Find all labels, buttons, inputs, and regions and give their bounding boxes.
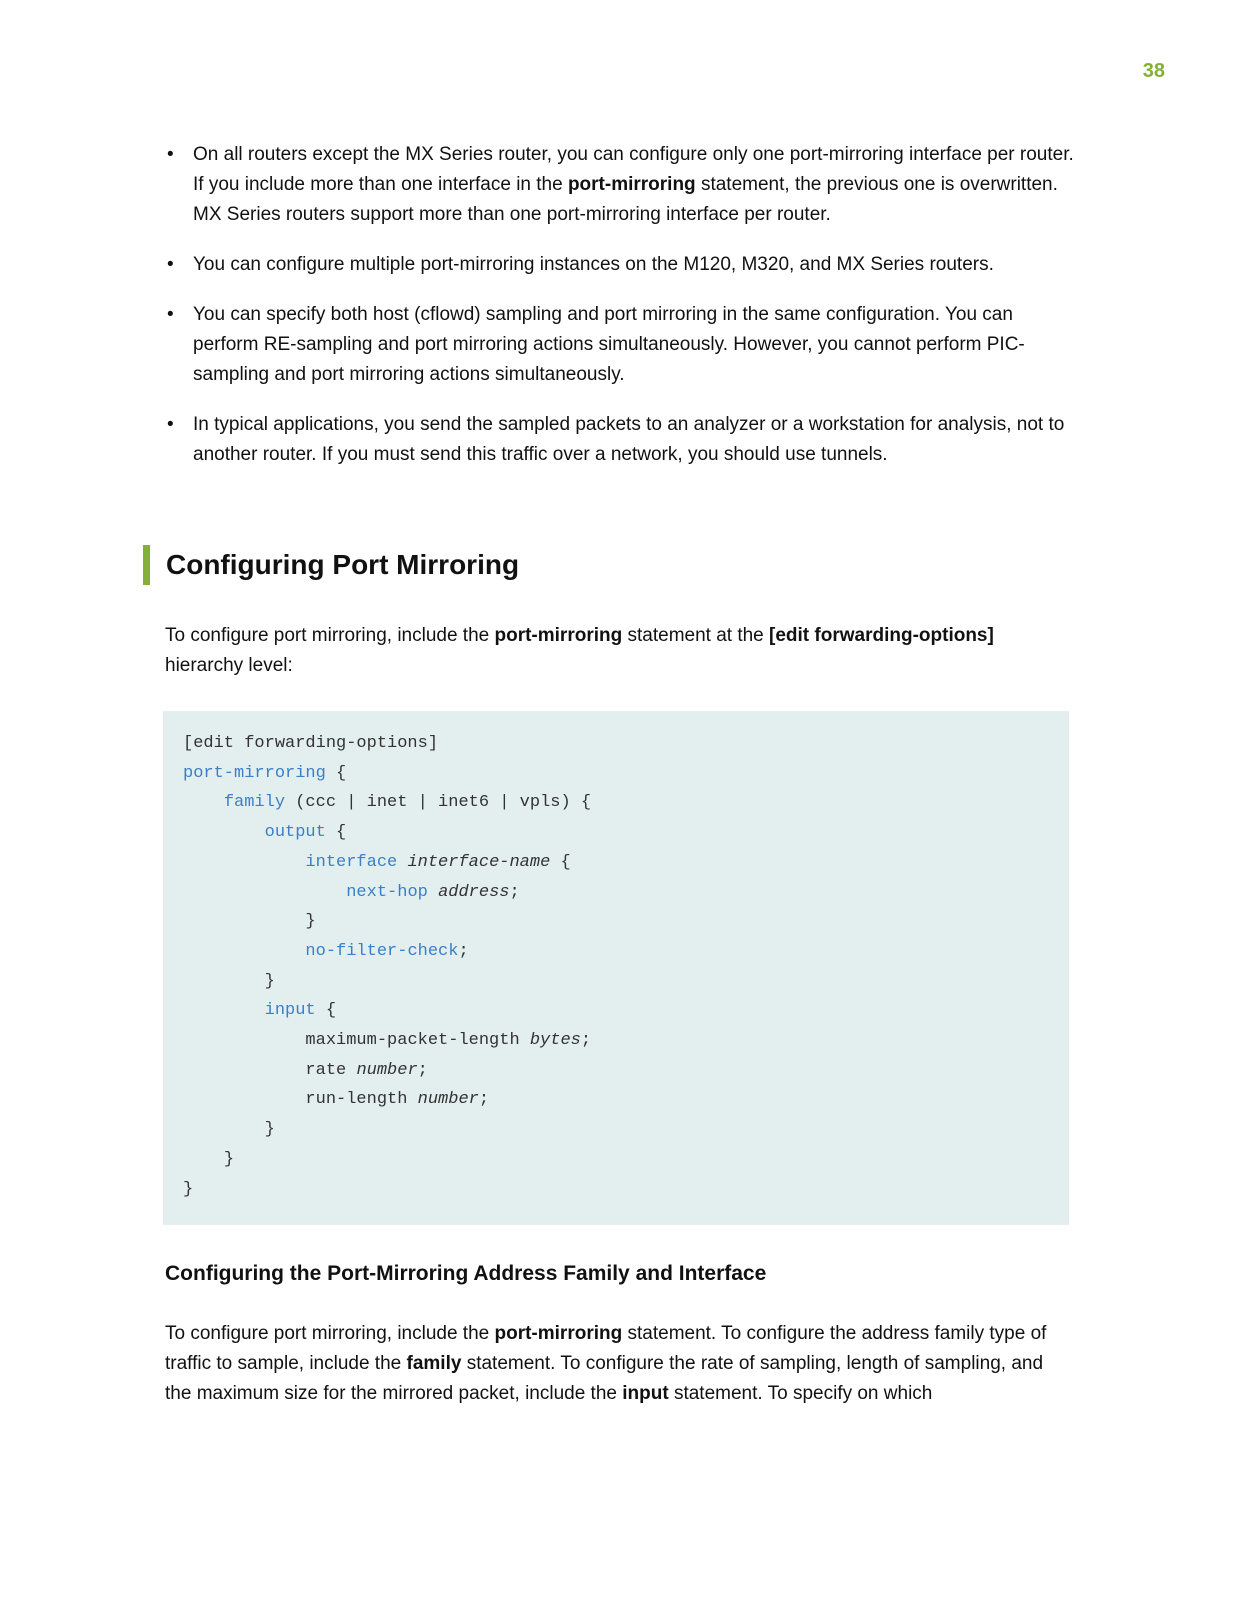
bullet-icon: •: [167, 414, 174, 435]
bullet-item: • In typical applications, you send the sampled packets to an analyzer or a workstation for analysis, not to another router. If you must send this traffic over a network, you should use tunnels.: [165, 410, 1075, 470]
code-block: [163, 711, 1069, 1225]
code-listing: [edit forwarding-options] port-mirroring { family (ccc | inet | inet6 | vpls) { output { interface interface-name { next-hop address; } no-filter-check; } input { maximum-packet-length bytes; rate number; run-length number; } } }: [183, 734, 592, 1199]
bullet-item: • On all routers except the MX Series router, you can configure only one port-mirroring interface per router. If you include more than one interface in the port-mirroring statement, the previous one is overwritten. MX Series routers support more than one port-mirroring interface per router.: [165, 140, 1075, 230]
intro-paragraph: To configure port mirroring, include the port-mirroring statement at the [edit forwarding-options] hierarchy level:: [165, 625, 994, 676]
body-paragraph: To configure port mirroring, include the port-mirroring statement. To configure the address family type of traffic to sample, include the family statement. To configure the rate of sampling, length of sampling, and the maximum size for the mirrored packet, include the input statement. To specify on which: [165, 1323, 1047, 1404]
page-number: 38: [1142, 60, 1165, 82]
bullet-list: [165, 140, 1075, 490]
bullet-icon: •: [167, 304, 174, 325]
section-heading: Configuring Port Mirroring: [143, 545, 519, 585]
subsection-heading: Configuring the Port-Mirroring Address Family and Interface: [165, 1262, 767, 1285]
bullet-icon: •: [167, 254, 174, 275]
bullet-item: • You can configure multiple port-mirroring instances on the M120, M320, and MX Series routers.: [165, 250, 1075, 280]
inline-code-term: port-mirroring: [567, 174, 696, 195]
bullet-icon: •: [167, 144, 174, 165]
bullet-item: • You can specify both host (cflowd) sampling and port mirroring in the same configuration. You can perform RE-sampling and port mirroring actions simultaneously. However, you cannot perform PIC-sampling and port mirroring actions simultaneously.: [165, 300, 1075, 390]
